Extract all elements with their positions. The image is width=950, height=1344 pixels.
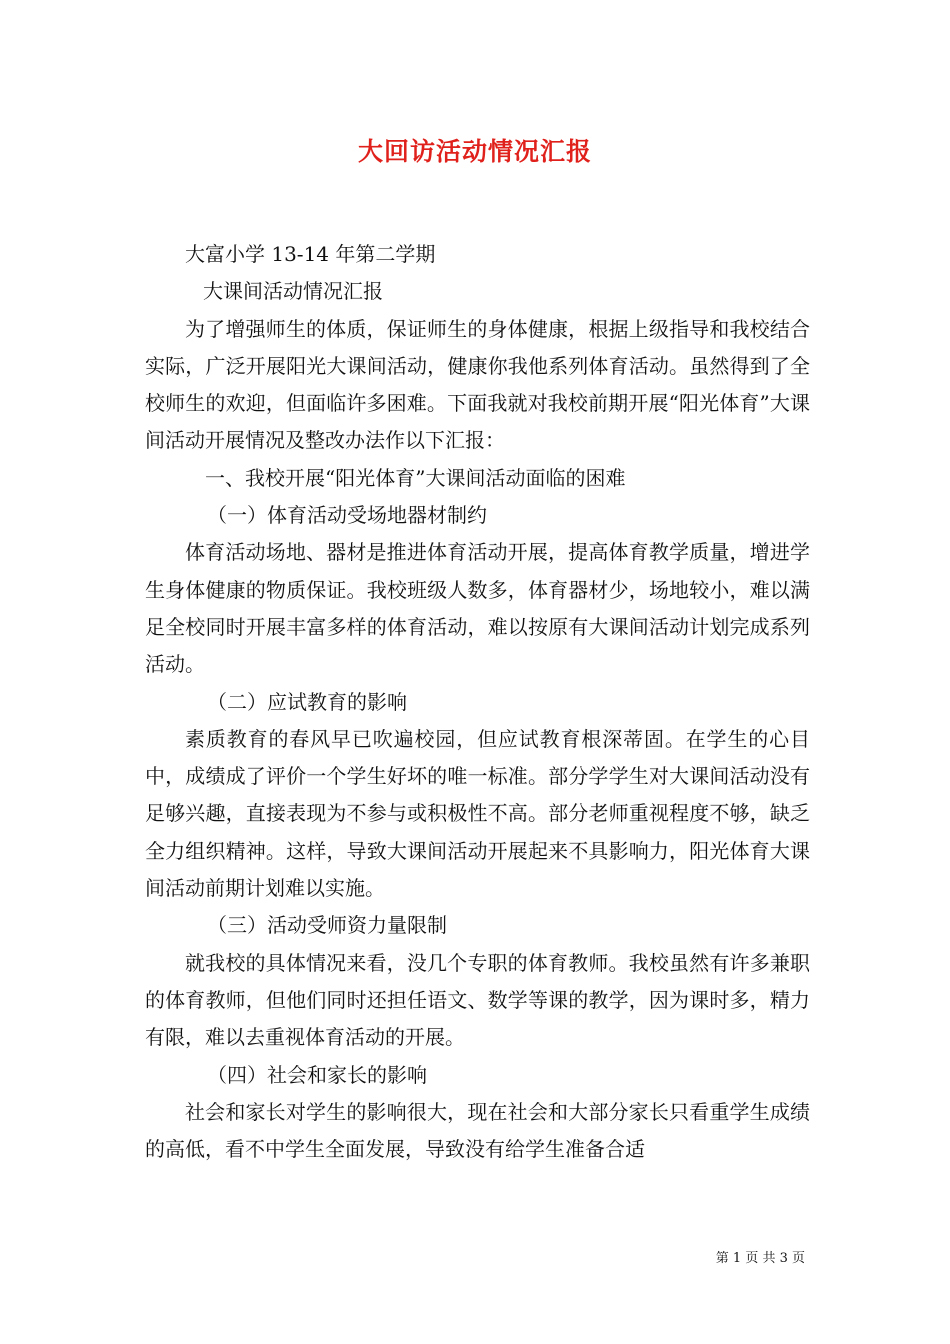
intro-paragraph: 为了增强师生的体质，保证师生的身体健康，根据上级指导和我校结合实际，广泛开展阳光大课间活动，健康你我他系列体育活动。虽然得到了全校师生的欢迎，但面临许多困难。下面我就对我校前期开展“阳光体育”大课间活动开展情况及整改办法作以下汇报： bbox=[145, 316, 810, 453]
page-number: 第 1 页 共 3 页 bbox=[715, 1251, 805, 1266]
section1-heading: 一、我校开展“阳光体育”大课间活动面临的困难 bbox=[205, 465, 626, 490]
sub1-heading: （一）体育活动受场地器材制约 bbox=[207, 503, 487, 528]
sub4-paragraph: 社会和家长对学生的影响很大，现在社会和大部分家长只看重学生成绩的高低，看不中学生全面发展，导致没有给学生准备合适 bbox=[145, 1099, 810, 1162]
sub3-paragraph: 就我校的具体情况来看，没几个专职的体育教师。我校虽然有许多兼职的体育教师，但他们同时还担任语文、数学等课的教学，因为课时多，精力有限，难以去重视体育活动的开展。 bbox=[145, 950, 810, 1050]
sub2-heading: （二）应试教育的影响 bbox=[207, 689, 407, 714]
sub1-paragraph: 体育活动场地、器材是推进体育活动开展，提高体育教学质量，增进学生身体健康的物质保证。我校班级人数多，体育器材少，场地较小，难以满足全校同时开展丰富多样的体育活动，难以按原有大课间活动计划完成系列活动。 bbox=[145, 540, 810, 677]
sub2-paragraph: 素质教育的春风早已吹遍校园，但应试教育根深蒂固。在学生的心目中，成绩成了评价一个学生好坏的唯一标准。部分学学生对大课间活动没有足够兴趣，直接表现为不参与或积极性不高。部分老师重视程度不够，缺乏全力组织精神。这样，导致大课间活动开展起来不具影响力，阳光体育大课间活动前期计划难以实施。 bbox=[145, 726, 810, 901]
subtitle-school: 大富小学 13-14 年第二学期 bbox=[185, 242, 436, 266]
sub3-heading: （三）活动受师资力量限制 bbox=[207, 913, 447, 938]
document-title: 大回访活动情况汇报 bbox=[357, 137, 592, 166]
document-body bbox=[145, 236, 810, 1168]
subtitle-report: 大课间活动情况汇报 bbox=[203, 279, 383, 304]
sub4-heading: （四）社会和家长的影响 bbox=[207, 1062, 427, 1087]
